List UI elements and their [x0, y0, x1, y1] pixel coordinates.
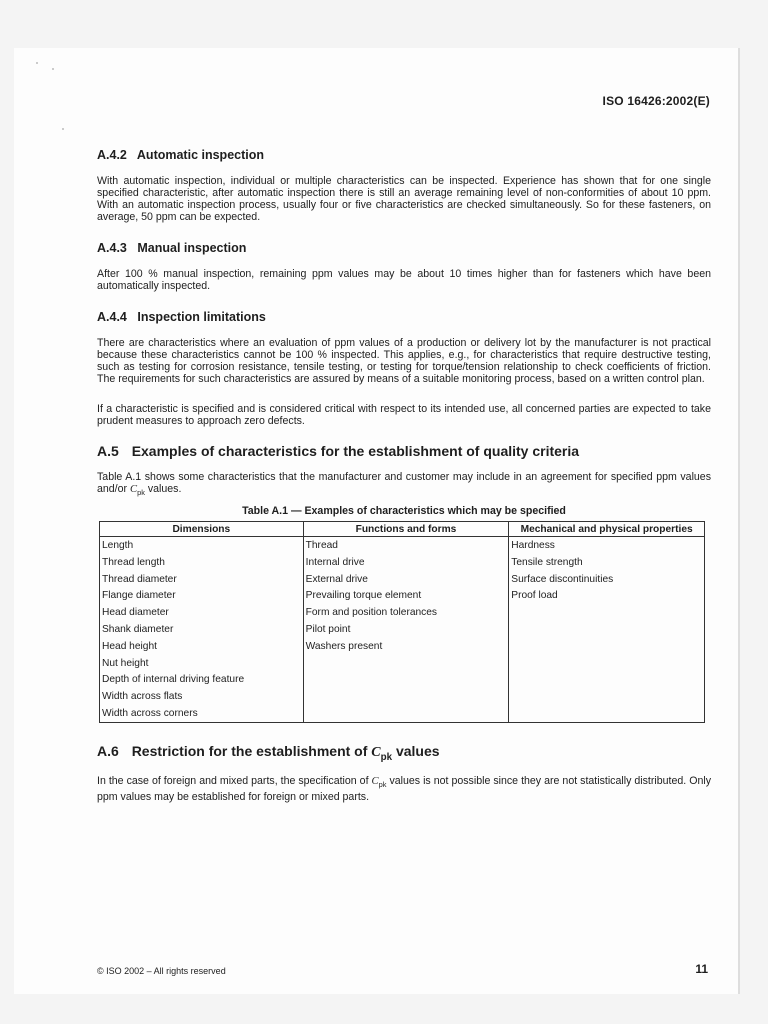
table-cell: [509, 655, 705, 672]
table-cell: Length: [100, 537, 304, 554]
section-heading-a42: [97, 148, 711, 162]
cpk-symbol: $C_{pk}$: [371, 775, 387, 789]
section-number: A.4.3: [97, 241, 127, 255]
table-row: [100, 554, 705, 571]
scan-speck: [36, 62, 38, 64]
table-header-row: [100, 522, 705, 537]
table-cell: Head diameter: [100, 604, 304, 621]
section-number: A.4.2: [97, 148, 127, 162]
table-cell: [509, 604, 705, 621]
table-cell: [303, 705, 509, 722]
section-title: Manual inspection: [137, 241, 247, 255]
characteristics-table: [99, 521, 705, 723]
table-cell: Form and position tolerances: [303, 604, 509, 621]
table-row: [100, 588, 705, 605]
section-number: A.5: [97, 443, 119, 459]
page-edge-shadow: [738, 48, 740, 994]
section-title: Restriction for the establishment of: [131, 742, 368, 759]
table-cell: [509, 671, 705, 688]
section-number: A.4.4: [97, 310, 127, 324]
section-number: A.6: [97, 742, 119, 759]
column-header: Mechanical and physical properties: [509, 522, 705, 537]
table-cell: Head height: [100, 638, 304, 655]
table-cell: Hardness: [509, 537, 705, 554]
table-cell: [509, 621, 705, 638]
section-heading-a6: [97, 743, 711, 763]
table-cell: [509, 688, 705, 705]
scan-speck: [52, 68, 54, 70]
copyright-notice: © ISO 2002 – All rights reserved: [97, 966, 226, 976]
table-cell: Width across flats: [100, 688, 304, 705]
table-cell: Flange diameter: [100, 588, 304, 605]
paragraph-table-intro: [97, 471, 711, 499]
table-cell: Surface discontinuities: [509, 571, 705, 588]
table-cell: Pilot point: [303, 621, 509, 638]
table-cell: External drive: [303, 571, 509, 588]
column-header: Dimensions: [100, 522, 304, 537]
table-row: [100, 705, 705, 722]
table-cell: Shank diameter: [100, 621, 304, 638]
table-row: [100, 671, 705, 688]
cpk-symbol: $C_{pk}$: [130, 484, 145, 498]
table-cell: Thread diameter: [100, 571, 304, 588]
paragraph-automatic-inspection: With automatic inspection, individual or multiple characteristics can be inspected. Experience has shown that for one single specified characteristic, after automatic inspection there is still an average remaining level of non-conformities of about 10 ppm. With an automatic inspection process, usually four or five characteristics are checked simultaneously. So for these fasteners, on average, 50 ppm can be expected.: [97, 175, 711, 223]
text-fragment: Table A.1 shows some characteristics that the manufacturer and customer may include in an agreement for specified ppm values and/or: [97, 471, 711, 495]
section-heading-a44: [97, 310, 711, 324]
table-cell: Depth of internal driving feature: [100, 671, 304, 688]
table-cell: Thread: [303, 537, 509, 554]
page-number: 11: [695, 962, 708, 976]
scan-speck: [62, 128, 64, 130]
paragraph-restriction: [97, 775, 711, 803]
column-header: Functions and forms: [303, 522, 509, 537]
paragraph-manual-inspection: After 100 % manual inspection, remaining ppm values may be about 10 times higher than for fasteners which have been automatically inspected.: [97, 268, 711, 292]
table-cell: [303, 655, 509, 672]
table-cell: Width across corners: [100, 705, 304, 722]
table-row: [100, 655, 705, 672]
table-cell: Nut height: [100, 655, 304, 672]
section-heading-a5: [97, 443, 711, 459]
table-cell: Washers present: [303, 638, 509, 655]
table-cell: Thread length: [100, 554, 304, 571]
table-row: [100, 537, 705, 554]
section-title: values: [395, 742, 440, 759]
table-cell: Prevailing torque element: [303, 588, 509, 605]
table-row: [100, 621, 705, 638]
table-row: [100, 571, 705, 588]
table-caption: Table A.1 — Examples of characteristics which may be specified: [242, 505, 566, 518]
section-title: Examples of characteristics for the establishment of quality criteria: [131, 443, 580, 459]
standard-id: ISO 16426:2002(E): [602, 94, 710, 108]
document-content: [97, 148, 711, 821]
table-cell: Proof load: [509, 588, 705, 605]
paragraph-critical-characteristics: If a characteristic is specified and is considered critical with respect to its intended use, all concerned parties are expected to take prudent measures to approach zero defects.: [97, 403, 711, 427]
table-cell: Tensile strength: [509, 554, 705, 571]
cpk-symbol: $C_{pk}$: [371, 744, 393, 763]
table-cell: [509, 705, 705, 722]
table-cell: [509, 638, 705, 655]
text-fragment: values is not possible since they are not statistically distributed. Only ppm values may be established for foreign or mixed parts.: [97, 774, 711, 803]
text-fragment: values.: [147, 483, 182, 495]
section-heading-a43: [97, 241, 711, 255]
table-row: [100, 638, 705, 655]
table-row: [100, 604, 705, 621]
section-title: Automatic inspection: [136, 148, 264, 162]
section-title: Inspection limitations: [137, 310, 266, 324]
paragraph-inspection-limitations: There are characteristics where an evaluation of ppm values of a production or delivery lot by the manufacturer is not practical because these characteristics cannot be 100 % inspected. This applies, e.g., for characteristics that require destructive testing, such as testing for corrosion resistance, tensile testing, or testing for torque/tension relationship to check coefficients of friction. The requirements for such characteristics are assured by means of a suitable monitoring process, based on a written control plan.: [97, 337, 711, 385]
table-cell: Internal drive: [303, 554, 509, 571]
table-cell: [303, 688, 509, 705]
text-fragment: In the case of foreign and mixed parts, the specification of: [97, 774, 369, 787]
table-row: [100, 688, 705, 705]
table-cell: [303, 671, 509, 688]
